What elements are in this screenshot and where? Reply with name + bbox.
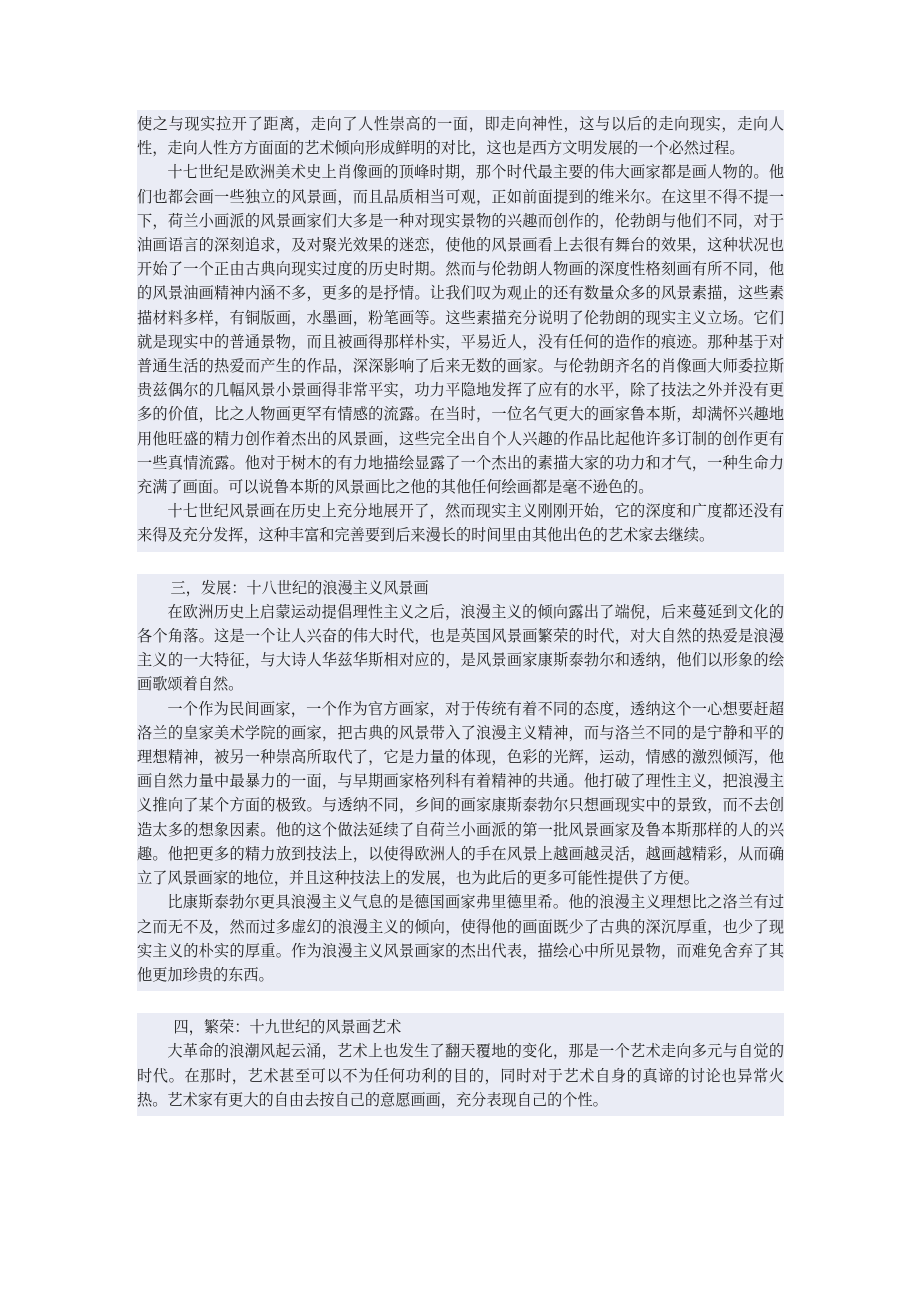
section-18th-century bbox=[137, 574, 784, 991]
section-19th-century bbox=[137, 1013, 784, 1116]
paragraph: 十七世纪是欧洲美术史上肖像画的顶峰时期，那个时代最主要的伟大画家都是画人物的。他们也都会画一些独立的风景画，而且品质相当可观，正如前面提到的维米尔。在这里不得不提一下，荷兰小画派的风景画家们大多是一种对现实景物的兴趣而创作的，伦勃朗与他们不同，对于油画语言的深刻追求，及对聚光效果的迷恋，使他的风景画看上去很有舞台的效果，这种状况也开始了一个正由古典向现实过度的历史时期。然而与伦勃朗人物画的深度性格刻画有所不同，他的风景油画精神内涵不多，更多的是抒情。让我们叹为观止的还有数量众多的风景素描，这些素描材料多样，有铜版画，水墨画，粉笔画等。这些素描充分说明了伦勃朗的现实主义立场。它们就是现实中的普通景物，而且被画得那样朴实，平易近人，没有任何的造作的痕迹。那种基于对普通生活的热爱而产生的作品，深深影响了后来无数的画家。与伦勃朗齐名的肖像画大师委拉斯贵兹偶尔的几幅风景小景画得非常平实，功力平隐地发挥了应有的水平，除了技法之外并没有更多的价值，比之人物画更罕有情感的流露。在当时，一位名气更大的画家鲁本斯，却满怀兴趣地用他旺盛的精力创作着杰出的风景画，这些完全出自个人兴趣的作品比起他许多订制的创作更有一些真情流露。他对于树木的有力地描绘显露了一个杰出的素描大家的功力和才气，一种生命力充满了画面。可以说鲁本斯的风景画比之他的其他任何绘画都是毫不逊色的。 bbox=[137, 163, 784, 497]
paragraph: 使之与现实拉开了距离，走向了人性崇高的一面，即走向神性，这与以后的走向现实，走向人性，走向人性方方面面的艺术倾向形成鲜明的对比，这也是西方文明发展的一个必然过程。 bbox=[137, 115, 784, 158]
section-17th-century bbox=[137, 110, 784, 552]
paragraph: 一个作为民间画家，一个作为官方画家，对于传统有着不同的态度，透纳这个一心想要赶超洛兰的皇家美术学院的画家，把古典的风景带入了浪漫主义精神，而与洛兰不同的是宁静和平的理想精神，被另一种崇高所取代了，它是力量的体现，色彩的光辉，运动，情感的激烈倾泻，他画自然力量中最暴力的一面，与早期画家格列科有着精神的共通。他打破了理性主义，把浪漫主义推向了某个方面的极致。与透纳不同，乡间的画家康斯泰勃尔只想画现实中的景致，而不去创造太多的想象因素。他的这个做法延续了自荷兰小画派的第一批风景画家及鲁本斯那样的人的兴趣。他把更多的精力放到技法上，以使得欧洲人的手在风景上越画越灵活，越画越精彩，从而确立了风景画家的地位，并且这种技法上的发展，也为此后的更多可能性提供了方便。 bbox=[137, 699, 784, 888]
paragraph: 在欧洲历史上启蒙运动提倡理性主义之后，浪漫主义的倾向露出了端倪，后来蔓延到文化的各个角落。这是一个让人兴奋的伟大时代，也是英国风景画繁荣的时代，对大自然的热爱是浪漫主义的一大特征，与大诗人华兹华斯相对应的，是风景画家康斯泰勃尔和透纳，他们以形象的绘画歌颂着自然。 bbox=[137, 602, 784, 694]
paragraph: 大革命的浪潮风起云涌，艺术上也发生了翻天覆地的变化，那是一个艺术走向多元与自觉的时代。在那时，艺术甚至可以不为任何功利的目的，同时对于艺术自身的真谛的讨论也异常火热。艺术家有更大的自由去按自己的意愿画画，充分表现自己的个性。 bbox=[137, 1042, 784, 1109]
section-heading: 四，繁荣：十九世纪的风景画艺术 bbox=[173, 1018, 402, 1037]
document-body bbox=[137, 110, 784, 1116]
section-heading: 三，发展：十八世纪的浪漫主义风景画 bbox=[170, 578, 429, 597]
section-gap bbox=[137, 991, 784, 1013]
paragraph: 十七世纪风景画在历史上充分地展开了，然而现实主义刚刚开始，它的深度和广度都还没有来得及充分发挥，这种丰富和完善要到后来漫长的时间里由其他出色的艺术家去继续。 bbox=[137, 502, 784, 545]
paragraph: 比康斯泰勃尔更具浪漫主义气息的是德国画家弗里德里希。他的浪漫主义理想比之洛兰有过之而无不及，然而过多虚幻的浪漫主义的倾向，使得他的画面既少了古典的深沉厚重，也少了现实主义的朴实的厚重。作为浪漫主义风景画家的杰出代表，描绘心中所见景物，而难免舍弃了其他更加珍贵的东西。 bbox=[137, 893, 784, 984]
section-gap bbox=[137, 552, 784, 574]
